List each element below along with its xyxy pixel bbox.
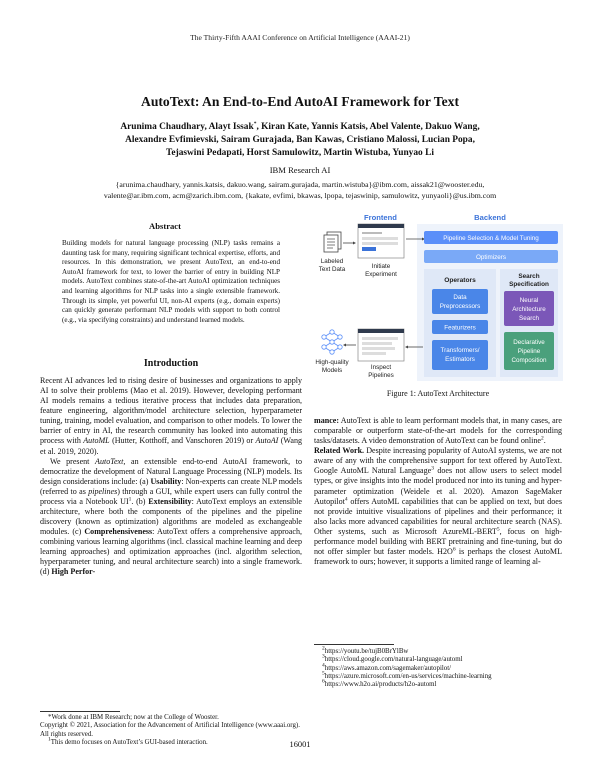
data-preprocessors-box (432, 289, 488, 314)
affiliation: IBM Research AI (269, 165, 331, 175)
operators-heading: Operators (444, 277, 476, 284)
rw-text-b: does not allow users to select model types, or give insights into the model produced nor into its tuning and hyper-parameter optimization (Weidele et al. 2020). Amazon SageMaker Autopilot (314, 466, 562, 506)
intro-paragraph-1 (40, 376, 302, 457)
footnote-4-num: 4 (322, 662, 325, 669)
author-line-3: Tejaswini Pedapati, Horst Samulowitz, Martin Wistuba, Yunyao Li (166, 147, 434, 158)
performance-end: . (543, 436, 546, 446)
nas-label-3: Search (519, 315, 539, 322)
frontend-title: Frontend (364, 213, 397, 222)
footnote-4 (314, 662, 562, 673)
paper-title: AutoText: An End-to-End AutoAI Framework for Text (141, 94, 459, 109)
intro-p2-g: : AutoText offers a comprehensive approach, combining various learning algorithms (incl. classical machine learning and deep learning approaches) and optimization approaches (incl. algorithm selection, hyperparameter tuning, and neural architecture search) into a single framework. (d) (40, 527, 303, 577)
intro-usability-term: Usability (150, 476, 182, 486)
initiate-experiment-screenshot (358, 224, 404, 258)
footnote-5-num: 5 (322, 670, 325, 677)
footnote-1-num: 1 (48, 736, 51, 743)
intro-highperf-term: High Perfor- (51, 567, 96, 577)
footnote-ref-2: 2 (540, 435, 544, 442)
initiate-experiment-label-2: Experiment (365, 271, 397, 278)
footnote-rule-left (40, 711, 120, 712)
intro-p2-d: ) through a GUI, while expert users can fully control the process via a Notebook UI (40, 486, 302, 506)
transformers-label-1: Transformers/ (440, 347, 480, 354)
footnotes-right (314, 645, 562, 689)
intro-comprehensiveness-term: Comprehensiveness (84, 527, 153, 537)
performance-text: AutoText is able to learn performant models that, in many cases, are comparable or outperform state-of-the-art models for the corresponding tasks/datasets. A video demonstration of AutoText can be found online (314, 416, 562, 446)
email-line-1: {arunima.chaudhary, yannis.katsis, dakuo.wang, sairam.gurajada, martin.wistuba}@ibm.com, aissak21@wooster.edu, (115, 180, 485, 189)
footnote-1-text: This demo focuses on AutoText’s GUI-based interaction. (50, 738, 208, 746)
author-line-1-pre: Arunima Chaudhary, Alayt Issak (120, 122, 254, 132)
rw-text-c: offers AutoML capabilities that can be applied on text, but does not provide intuitive visualizations of pipelines and their performance; it also lacks more advanced capabilities for neural architecture search (NAS). Other systems, such as Microsoft AzureML-BERT (314, 496, 562, 536)
footnote-2-num: 2 (322, 645, 325, 652)
footnote-5-link[interactable]: https://azure.microsoft.com/en-us/services/machine-learning (324, 672, 492, 680)
author-line-1 (40, 121, 560, 134)
arrow-head-4 (343, 344, 346, 347)
search-spec-heading-1: Search (518, 273, 540, 280)
footnote-3-link[interactable]: https://cloud.google.com/natural-language/automl (324, 656, 463, 664)
inspect-pipelines-screenshot (358, 329, 404, 361)
intro-p1-mid: (Hutter, Kotthoff, and Vanschoren 2019) or (109, 436, 256, 446)
author-star-mark: * (253, 120, 257, 127)
declarative-label-3: Composition (511, 357, 547, 364)
data-preprocessors-label-2: Preprocessors (439, 303, 481, 310)
rw-text-d: , focus on high-performance model building with BERT pretraining and fine-tuning, but do not offer simpler but faster models. H2O (314, 526, 562, 557)
intro-extensibility-term: Extensibility (148, 496, 192, 506)
intro-paragraph-2 (40, 457, 302, 578)
intro-automl-term: AutoML (83, 436, 110, 446)
transformers-estimators-box (432, 340, 488, 370)
footnote-6-num: 6 (322, 678, 325, 685)
right-column-body (314, 416, 562, 567)
footnote-ref-4: 4 (344, 495, 348, 502)
architecture-figure (312, 211, 566, 383)
author-line-2: Alexandre Evfimievski, Sairam Gurajada, Ban Kawas, Cristiano Malossi, Lucian Popa, (125, 134, 475, 145)
copyright-notice: Copyright © 2021, Association for the Advancement of Artificial Intelligence (www.aaai.org). All rights reserved. (40, 722, 300, 738)
footnote-6 (314, 678, 562, 689)
declarative-label-2: Pipeline (517, 348, 541, 355)
optimizers-label: Optimizers (475, 254, 507, 261)
page-number: 16001 (289, 740, 311, 749)
intro-autoai-term: AutoAI (255, 436, 279, 446)
intro-p2-f: : AutoText employs an extensible architecture, where both the components of the pipelines and the pipeline discovery (known as optimization) algorithms are modeled as exchangeable modules. (c) (40, 496, 302, 537)
performance-term: mance: (314, 416, 340, 425)
nas-label-1: Neural (519, 297, 539, 304)
models-network-icon (322, 330, 342, 354)
declarative-label-1: Declarative (513, 339, 545, 346)
labeled-data-icon (324, 232, 341, 252)
footnote-2-link[interactable]: https://youtu.be/tujB0BrYlBw (324, 648, 409, 655)
footnote-3-num: 3 (322, 654, 325, 660)
footnote-ref-1: 1 (128, 496, 132, 503)
footnote-ref-6: 6 (452, 546, 456, 553)
introduction-heading: Introduction (143, 358, 199, 369)
footnote-ref-3: 3 (431, 465, 434, 472)
high-quality-models-label-2: Models (321, 367, 343, 374)
intro-p2-a: We present (50, 456, 96, 466)
footnote-star: *Work done at IBM Research; now at the College of Wooster. (48, 714, 219, 721)
footnote-6-link[interactable]: https://www.h2o.ai/products/h2o-automl (324, 681, 437, 689)
footnote-3 (314, 656, 562, 664)
performance-continuation (314, 416, 562, 446)
intro-autotext-term: AutoText (95, 456, 124, 466)
intro-p1-text: Recent AI advances led to rising desire of businesses and organizations to apply AI to solve their problems (Mao et al. 2019). However, developing performant AI models remains a tedious iterative process that includes data preparation, feature engineering, algorithm/model architecture selection, hyperparameter tuning, training, model evaluation, and comparison to other models. To lower the barrier of entry in AI, the research community has looked into automating this process with (40, 376, 302, 446)
intro-p2-c: : Non-experts can create NLP models (referred to as (40, 476, 303, 496)
labeled-text-data-label-2: Text Data (318, 266, 346, 273)
search-spec-heading-2: Specification (509, 281, 549, 288)
labeled-text-data-label-1: Labeled (320, 258, 344, 265)
intro-p2-e: . (b) (131, 496, 149, 506)
footnote-5 (314, 670, 562, 681)
rw-text-a: Despite increasing popularity of AutoAI systems, we are not aware of any with the comprehensive support for text offered by AutoText. Google AutoML Natural Language (314, 446, 562, 476)
inspect-pipelines-label-2: Pipelines (368, 372, 394, 379)
introduction-body (40, 376, 302, 578)
related-work-heading: Related Work. (314, 446, 365, 456)
backend-title: Backend (474, 213, 506, 222)
email-line-2: valente@ar.ibm.com, acm@zarich.ibm.com, {kakate, evfimi, bkawas, lpopa, tejaswinip, samulowitz, yunyaoli}@us.ibm.com (103, 191, 497, 201)
footnote-ref-5: 5 (496, 526, 500, 533)
abstract-heading: Abstract (149, 221, 181, 231)
figure-caption: Figure 1: AutoText Architecture (386, 389, 490, 398)
related-work-paragraph (314, 446, 562, 567)
arrow-head-3 (405, 346, 408, 349)
transformers-label-2: Estimators (445, 356, 475, 363)
abstract-text: Building models for natural language processing (NLP) tasks remains a daunting task for many, requiring significant technical expertise, efforts, and resources. In this demonstration, we present AutoText, an end-to-end AutoAI framework for text, to lower the barrier of entry in building NLP models. AutoText combines state-of-the-art AutoAI optimization techniques and learning algorithms for NLP tasks into a single extensible framework. Through its simple, yet powerful UI, non-AI experts (e.g., domain experts) can quickly generate performant NLP models with support to both control (e.g., via specifying constraints) and understand learned models. (62, 239, 280, 324)
arrow-head-1 (353, 242, 356, 245)
rw-text-e: is perhaps the closest AutoML framework to ours; however, it supports a limited range of learning al- (314, 547, 562, 567)
nas-label-2: Architecture (512, 306, 546, 313)
intro-pipelines-term: pipelines (88, 486, 118, 496)
email-list (30, 179, 570, 201)
intro-p1-end: (Wang et al. 2019, 2020). (40, 436, 303, 456)
footnote-4-link[interactable]: https://aws.amazon.com/sagemaker/autopilot/ (324, 664, 452, 672)
conference-header: The Thirty-Fifth AAAI Conference on Artificial Intelligence (AAAI-21) (190, 33, 410, 42)
high-quality-models-label-1: High-quality (315, 359, 349, 366)
inspect-pipelines-label-1: Inspect (370, 364, 392, 371)
initiate-experiment-label-1: Initiate (371, 263, 391, 270)
data-preprocessors-label-1: Data (453, 294, 467, 301)
author-line-1-post: , Kiran Kate, Yannis Katsis, Abel Valente, Dakuo Wang, (256, 122, 480, 132)
featurizers-label: Featurizers (444, 324, 476, 332)
intro-p2-b: , an extensible end-to-end AutoAI framework, to democratize the development of Natural Language Processing (NLP) models. Its design considerations include: (a) (40, 456, 302, 486)
pipeline-selection-label: Pipeline Selection & Model Tuning (443, 235, 539, 242)
author-list (40, 121, 560, 159)
footnote-rule-right (314, 644, 394, 645)
architecture-diagram (312, 211, 566, 383)
